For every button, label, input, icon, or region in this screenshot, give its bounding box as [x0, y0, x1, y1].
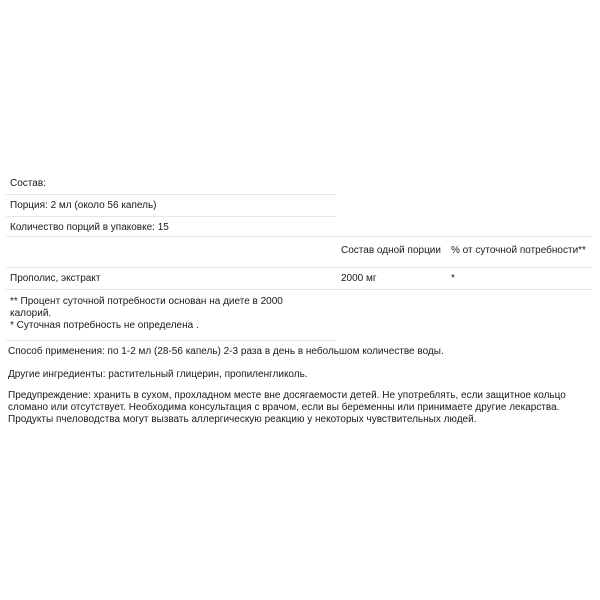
ingredient-daily-value: * [451, 273, 455, 284]
serving-size-row [6, 195, 592, 217]
footnote-daily-value-basis: ** Процент суточной потребности основан на диете в 2000 калорий. [10, 296, 283, 319]
column-header-row [6, 239, 592, 269]
ingredient-name: Прополис, экстракт [10, 273, 101, 284]
facts-heading: Состав: [10, 178, 46, 189]
column-header-amount: Состав одной порции [341, 245, 441, 256]
divider [6, 267, 592, 268]
ingredient-amount: 2000 мг [341, 273, 377, 284]
footnotes [10, 296, 310, 332]
column-header-daily-value: % от суточной потребности** [451, 245, 586, 256]
serving-size: Порция: 2 мл (около 56 капель) [10, 200, 157, 211]
servings-per-container: Количество порций в упаковке: 15 [10, 222, 169, 233]
facts-heading-row [6, 173, 592, 195]
divider [6, 236, 592, 237]
directions-text: Способ применения: по 1-2 мл (28-56 капель) 2-3 раза в день в небольшом количестве воды. [8, 346, 444, 357]
warning-text: Предупреждение: хранить в сухом, прохладном месте вне досягаемости детей. Не употреблять, если защитное кольцо сломано или отсутствует. Необходима консультация с врачом, если вы беременны или принимаете другие лекарства. Продукты пчеловодства могут вызвать аллергическую реакцию у некоторых чувствительных людей. [8, 390, 566, 425]
footnote-not-established: * Суточная потребность не определена . [10, 320, 199, 331]
divider [6, 289, 592, 290]
supplement-facts-table [6, 173, 592, 293]
divider [6, 340, 336, 341]
other-ingredients-text: Другие ингредиенты: растительный глицерин, пропиленгликоль. [8, 369, 308, 380]
